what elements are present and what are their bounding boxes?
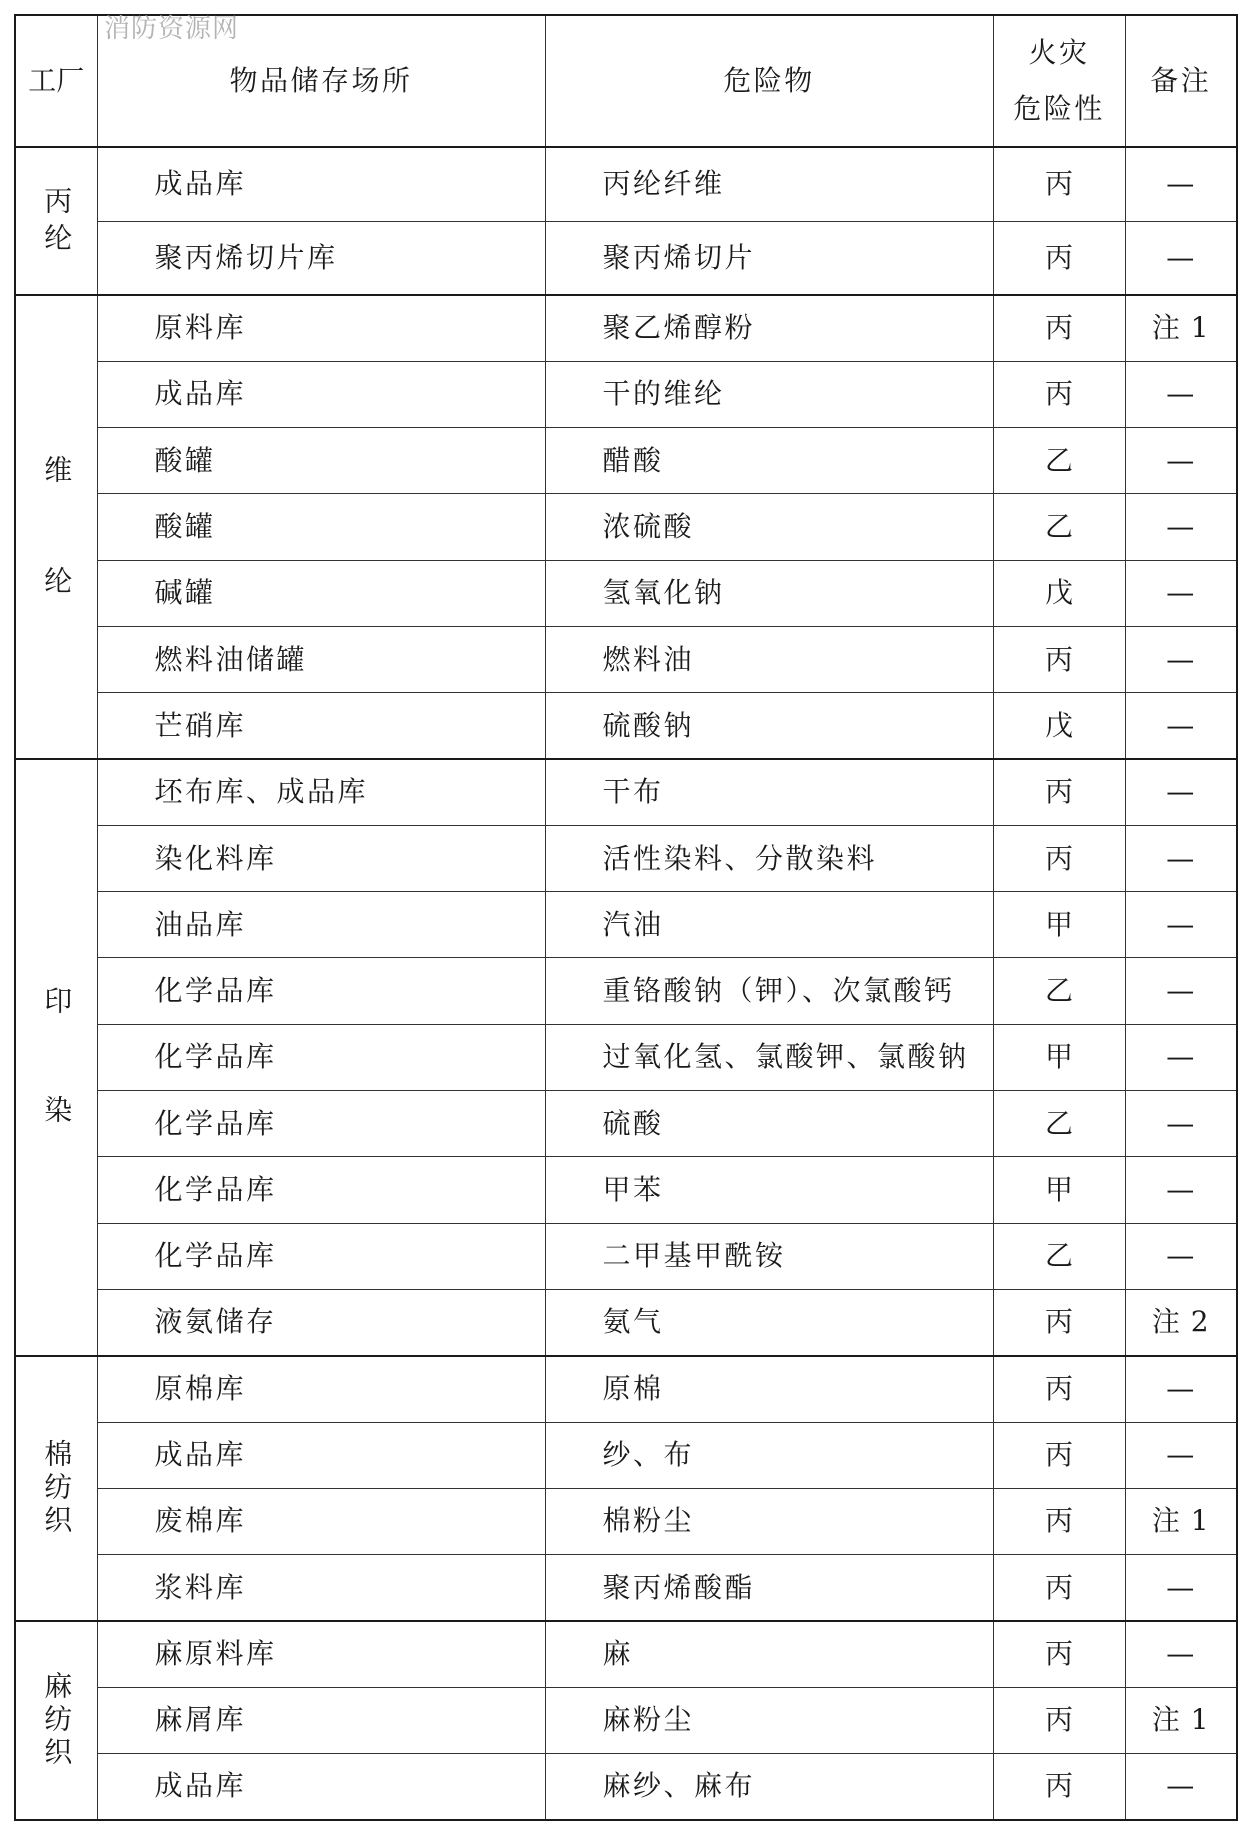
factory-cell xyxy=(15,759,97,1356)
location-cell: 油品库 xyxy=(97,892,545,958)
fire-risk-cell: 丙 xyxy=(993,1621,1125,1687)
table-row xyxy=(15,494,1237,560)
hazard-cell: 氨气 xyxy=(545,1289,993,1355)
remark-cell: — xyxy=(1125,1356,1237,1422)
remark-cell: — xyxy=(1125,361,1237,427)
fire-risk-cell: 丙 xyxy=(993,1754,1125,1820)
factory-name: 印染 xyxy=(40,986,74,1205)
location-cell: 化学品库 xyxy=(97,1157,545,1223)
remark-cell: — xyxy=(1125,892,1237,958)
table-row xyxy=(15,1488,1237,1554)
factory-name: 丙纶 xyxy=(40,186,74,260)
remark-cell: — xyxy=(1125,1223,1237,1289)
hazard-cell: 聚丙烯切片 xyxy=(545,221,993,295)
location-cell: 碱罐 xyxy=(97,560,545,626)
fire-risk-cell: 丙 xyxy=(993,1422,1125,1488)
header-hazard: 危险物 xyxy=(545,15,993,147)
table-row xyxy=(15,759,1237,825)
hazard-cell: 氢氧化钠 xyxy=(545,560,993,626)
fire-risk-cell: 丙 xyxy=(993,626,1125,692)
location-cell: 酸罐 xyxy=(97,428,545,494)
location-cell: 燃料油储罐 xyxy=(97,626,545,692)
table-row xyxy=(15,626,1237,692)
location-cell: 原料库 xyxy=(97,295,545,361)
table-row xyxy=(15,1157,1237,1223)
watermark: 消防资源网 xyxy=(104,14,240,44)
factory-cell xyxy=(15,147,97,295)
hazard-cell: 麻纱、麻布 xyxy=(545,1754,993,1820)
location-cell: 麻屑库 xyxy=(97,1687,545,1753)
hazard-cell: 聚乙烯醇粉 xyxy=(545,295,993,361)
fire-risk-cell: 甲 xyxy=(993,1024,1125,1090)
fire-risk-cell: 丙 xyxy=(993,1687,1125,1753)
remark-cell: — xyxy=(1125,1754,1237,1820)
table-row xyxy=(15,1024,1237,1090)
remark-cell: — xyxy=(1125,693,1237,759)
remark-cell: 注 1 xyxy=(1125,1488,1237,1554)
remark-cell: — xyxy=(1125,825,1237,891)
fire-risk-cell: 丙 xyxy=(993,825,1125,891)
table-row xyxy=(15,560,1237,626)
table-row xyxy=(15,147,1237,221)
header-location: 物品储存场所 xyxy=(97,15,545,147)
location-cell: 浆料库 xyxy=(97,1555,545,1621)
location-cell: 麻原料库 xyxy=(97,1621,545,1687)
hazard-cell: 汽油 xyxy=(545,892,993,958)
header-fire-risk-line-2: 危险性 xyxy=(1013,92,1105,125)
hazard-cell: 燃料油 xyxy=(545,626,993,692)
remark-cell: — xyxy=(1125,1422,1237,1488)
table-row xyxy=(15,1555,1237,1621)
table-row xyxy=(15,1754,1237,1820)
hazard-cell: 过氧化氢、氯酸钾、氯酸钠 xyxy=(545,1024,993,1090)
hazard-cell: 聚丙烯酸酯 xyxy=(545,1555,993,1621)
fire-risk-cell: 丙 xyxy=(993,759,1125,825)
hazard-cell: 干的维纶 xyxy=(545,361,993,427)
location-cell: 液氨储存 xyxy=(97,1289,545,1355)
fire-risk-cell: 乙 xyxy=(993,494,1125,560)
location-cell: 成品库 xyxy=(97,1754,545,1820)
fire-risk-cell: 丙 xyxy=(993,1289,1125,1355)
fire-risk-cell: 甲 xyxy=(993,892,1125,958)
remark-cell: — xyxy=(1125,221,1237,295)
fire-risk-cell: 丙 xyxy=(993,1555,1125,1621)
table-row xyxy=(15,1356,1237,1422)
fire-risk-cell: 丙 xyxy=(993,147,1125,221)
location-cell: 酸罐 xyxy=(97,494,545,560)
factory-name: 麻纺织 xyxy=(40,1670,74,1770)
location-cell: 成品库 xyxy=(97,1422,545,1488)
fire-risk-cell: 丙 xyxy=(993,1356,1125,1422)
fire-risk-cell: 丙 xyxy=(993,1488,1125,1554)
hazard-cell: 硫酸 xyxy=(545,1091,993,1157)
remark-cell: — xyxy=(1125,1555,1237,1621)
remark-cell: — xyxy=(1125,1091,1237,1157)
table-row xyxy=(15,1687,1237,1753)
header-factory: 工厂 xyxy=(15,15,97,147)
factory-name: 棉纺织 xyxy=(40,1438,74,1538)
factory-name: 维纶 xyxy=(40,455,74,678)
header-remark: 备注 xyxy=(1125,15,1237,147)
table-row xyxy=(15,693,1237,759)
remark-cell: 注 1 xyxy=(1125,295,1237,361)
table-row xyxy=(15,295,1237,361)
fire-risk-cell: 乙 xyxy=(993,958,1125,1024)
fire-risk-cell: 戊 xyxy=(993,560,1125,626)
hazard-cell: 干布 xyxy=(545,759,993,825)
header-fire-risk-line-1: 火灾 xyxy=(1028,36,1090,69)
factory-cell xyxy=(15,295,97,759)
location-cell: 成品库 xyxy=(97,147,545,221)
hazard-cell: 醋酸 xyxy=(545,428,993,494)
location-cell: 成品库 xyxy=(97,361,545,427)
factory-cell xyxy=(15,1621,97,1820)
remark-cell: 注 2 xyxy=(1125,1289,1237,1355)
remark-cell: — xyxy=(1125,759,1237,825)
fire-risk-cell: 丙 xyxy=(993,221,1125,295)
location-cell: 化学品库 xyxy=(97,1024,545,1090)
hazard-cell: 活性染料、分散染料 xyxy=(545,825,993,891)
table-row xyxy=(15,361,1237,427)
remark-cell: — xyxy=(1125,428,1237,494)
hazard-cell: 甲苯 xyxy=(545,1157,993,1223)
hazard-cell: 硫酸钠 xyxy=(545,693,993,759)
location-cell: 化学品库 xyxy=(97,1223,545,1289)
table-row xyxy=(15,428,1237,494)
fire-risk-cell: 戊 xyxy=(993,693,1125,759)
hazard-classification-table xyxy=(14,14,1238,1821)
location-cell: 染化料库 xyxy=(97,825,545,891)
hazard-cell: 麻 xyxy=(545,1621,993,1687)
hazard-cell: 棉粉尘 xyxy=(545,1488,993,1554)
location-cell: 聚丙烯切片库 xyxy=(97,221,545,295)
remark-cell: 注 1 xyxy=(1125,1687,1237,1753)
fire-risk-cell: 甲 xyxy=(993,1157,1125,1223)
location-cell: 化学品库 xyxy=(97,958,545,1024)
hazard-cell: 原棉 xyxy=(545,1356,993,1422)
table-row xyxy=(15,1621,1237,1687)
location-cell: 废棉库 xyxy=(97,1488,545,1554)
fire-risk-cell: 丙 xyxy=(993,361,1125,427)
table-row xyxy=(15,825,1237,891)
hazard-cell: 浓硫酸 xyxy=(545,494,993,560)
fire-risk-cell: 乙 xyxy=(993,1223,1125,1289)
fire-risk-cell: 乙 xyxy=(993,1091,1125,1157)
location-cell: 芒硝库 xyxy=(97,693,545,759)
fire-risk-cell: 乙 xyxy=(993,428,1125,494)
hazard-cell: 重铬酸钠（钾）、次氯酸钙 xyxy=(545,958,993,1024)
fire-risk-cell: 丙 xyxy=(993,295,1125,361)
table-row xyxy=(15,1223,1237,1289)
header-fire-risk xyxy=(993,15,1125,147)
table-row xyxy=(15,892,1237,958)
table-row xyxy=(15,1422,1237,1488)
remark-cell: — xyxy=(1125,1157,1237,1223)
table-row xyxy=(15,958,1237,1024)
hazard-cell: 麻粉尘 xyxy=(545,1687,993,1753)
factory-cell xyxy=(15,1356,97,1621)
location-cell: 化学品库 xyxy=(97,1091,545,1157)
location-cell: 坯布库、成品库 xyxy=(97,759,545,825)
remark-cell: — xyxy=(1125,1024,1237,1090)
remark-cell: — xyxy=(1125,626,1237,692)
remark-cell: — xyxy=(1125,1621,1237,1687)
table-row xyxy=(15,1091,1237,1157)
table-row xyxy=(15,1289,1237,1355)
hazard-cell: 纱、布 xyxy=(545,1422,993,1488)
table-row xyxy=(15,221,1237,295)
remark-cell: — xyxy=(1125,958,1237,1024)
remark-cell: — xyxy=(1125,147,1237,221)
remark-cell: — xyxy=(1125,560,1237,626)
hazard-cell: 丙纶纤维 xyxy=(545,147,993,221)
table-body xyxy=(15,147,1237,1820)
location-cell: 原棉库 xyxy=(97,1356,545,1422)
remark-cell: — xyxy=(1125,494,1237,560)
hazard-cell: 二甲基甲酰铵 xyxy=(545,1223,993,1289)
